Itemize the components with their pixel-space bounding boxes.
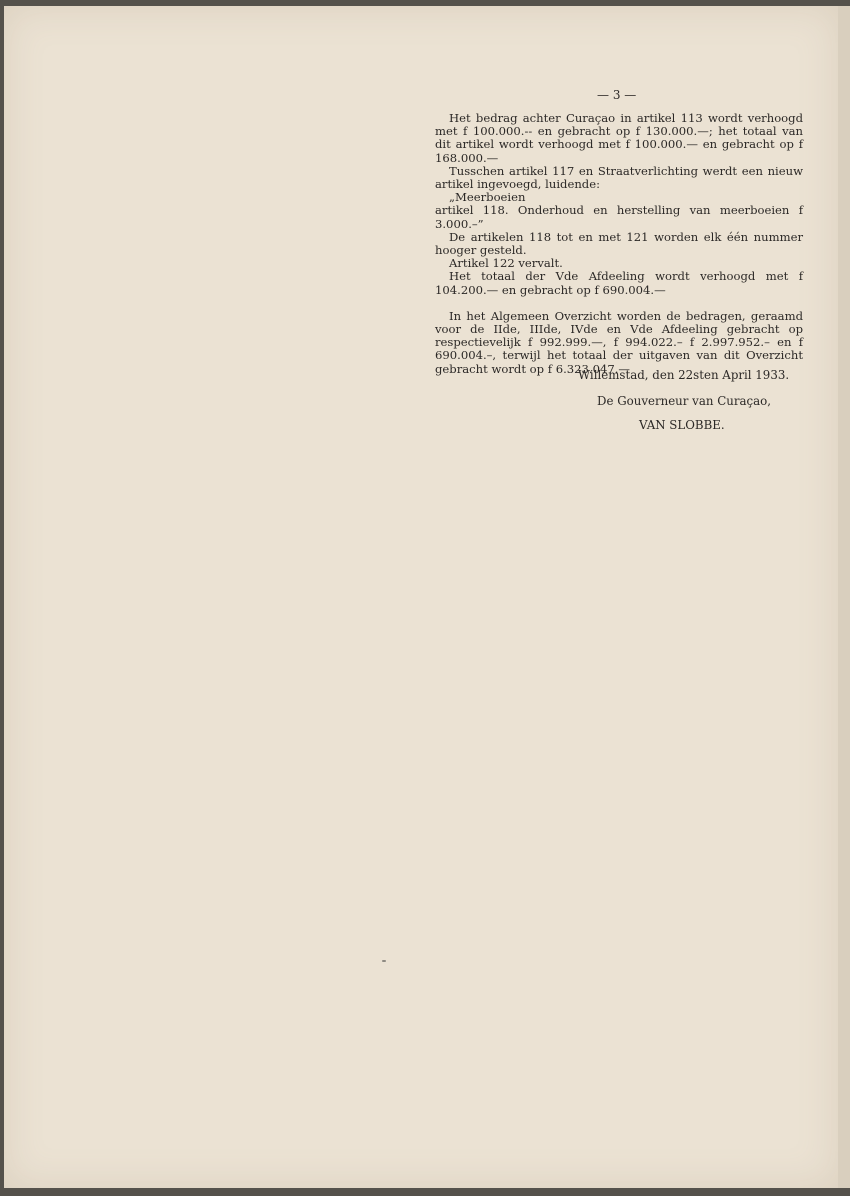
place-and-date: Willemstad, den 22sten April 1933. <box>578 368 790 382</box>
paragraph-gap <box>435 297 803 310</box>
signature-name: VAN SLOBBE. <box>639 418 725 432</box>
governor-title: De Gouverneur van Curaçao, <box>597 394 771 408</box>
paragraph-artikel-118: artikel 118. Onderhoud en herstelling van meerboeien f 3.000.–” <box>435 203 803 231</box>
paragraph-artikelen-renumbered: De artikelen 118 tot en met 121 worden elk één nummer hooger gesteld. <box>435 229 803 258</box>
page-edge <box>838 6 850 1188</box>
paragraph-tusschen-artikel: Tusschen artikel 117 en Straatverlichting werdt een nieuw artikel ingevoegd, luidende: <box>435 163 803 192</box>
paper-speck <box>382 960 386 962</box>
page-number: — 3 — <box>597 88 637 102</box>
paragraph-article-113: Het bedrag achter Curaçao in artikel 113 wordt verhoogd met f 100.000.-- en gebracht op f 130.000.—; het totaal van dit artikel wordt verhoogd met f 100.000.— en gebracht op f 168.000.— <box>435 111 803 165</box>
paragraph-algemeen-overzicht: In het Algemeen Overzicht worden de bedragen, geraamd voor de IIde, IIIde, IVde en Vde Afdeeling gebracht op respectievelijk f 992.999.—, f 994.022.– f 2.997.952.– en f 690.004.–, terwijl het totaal der uitgaven van dit Overzicht gebracht wordt op f 6.323.047.— <box>435 308 803 376</box>
paragraph-meerboeien-heading: „Meerboeien <box>449 190 526 205</box>
paragraph-artikel-122: Artikel 122 vervalt. <box>449 256 563 271</box>
body-text <box>435 112 803 376</box>
paragraph-vde-afdeeling-total: Het totaal der Vde Afdeeling wordt verhoogd met f 104.200.— en gebracht op f 690.004.— <box>435 269 803 297</box>
